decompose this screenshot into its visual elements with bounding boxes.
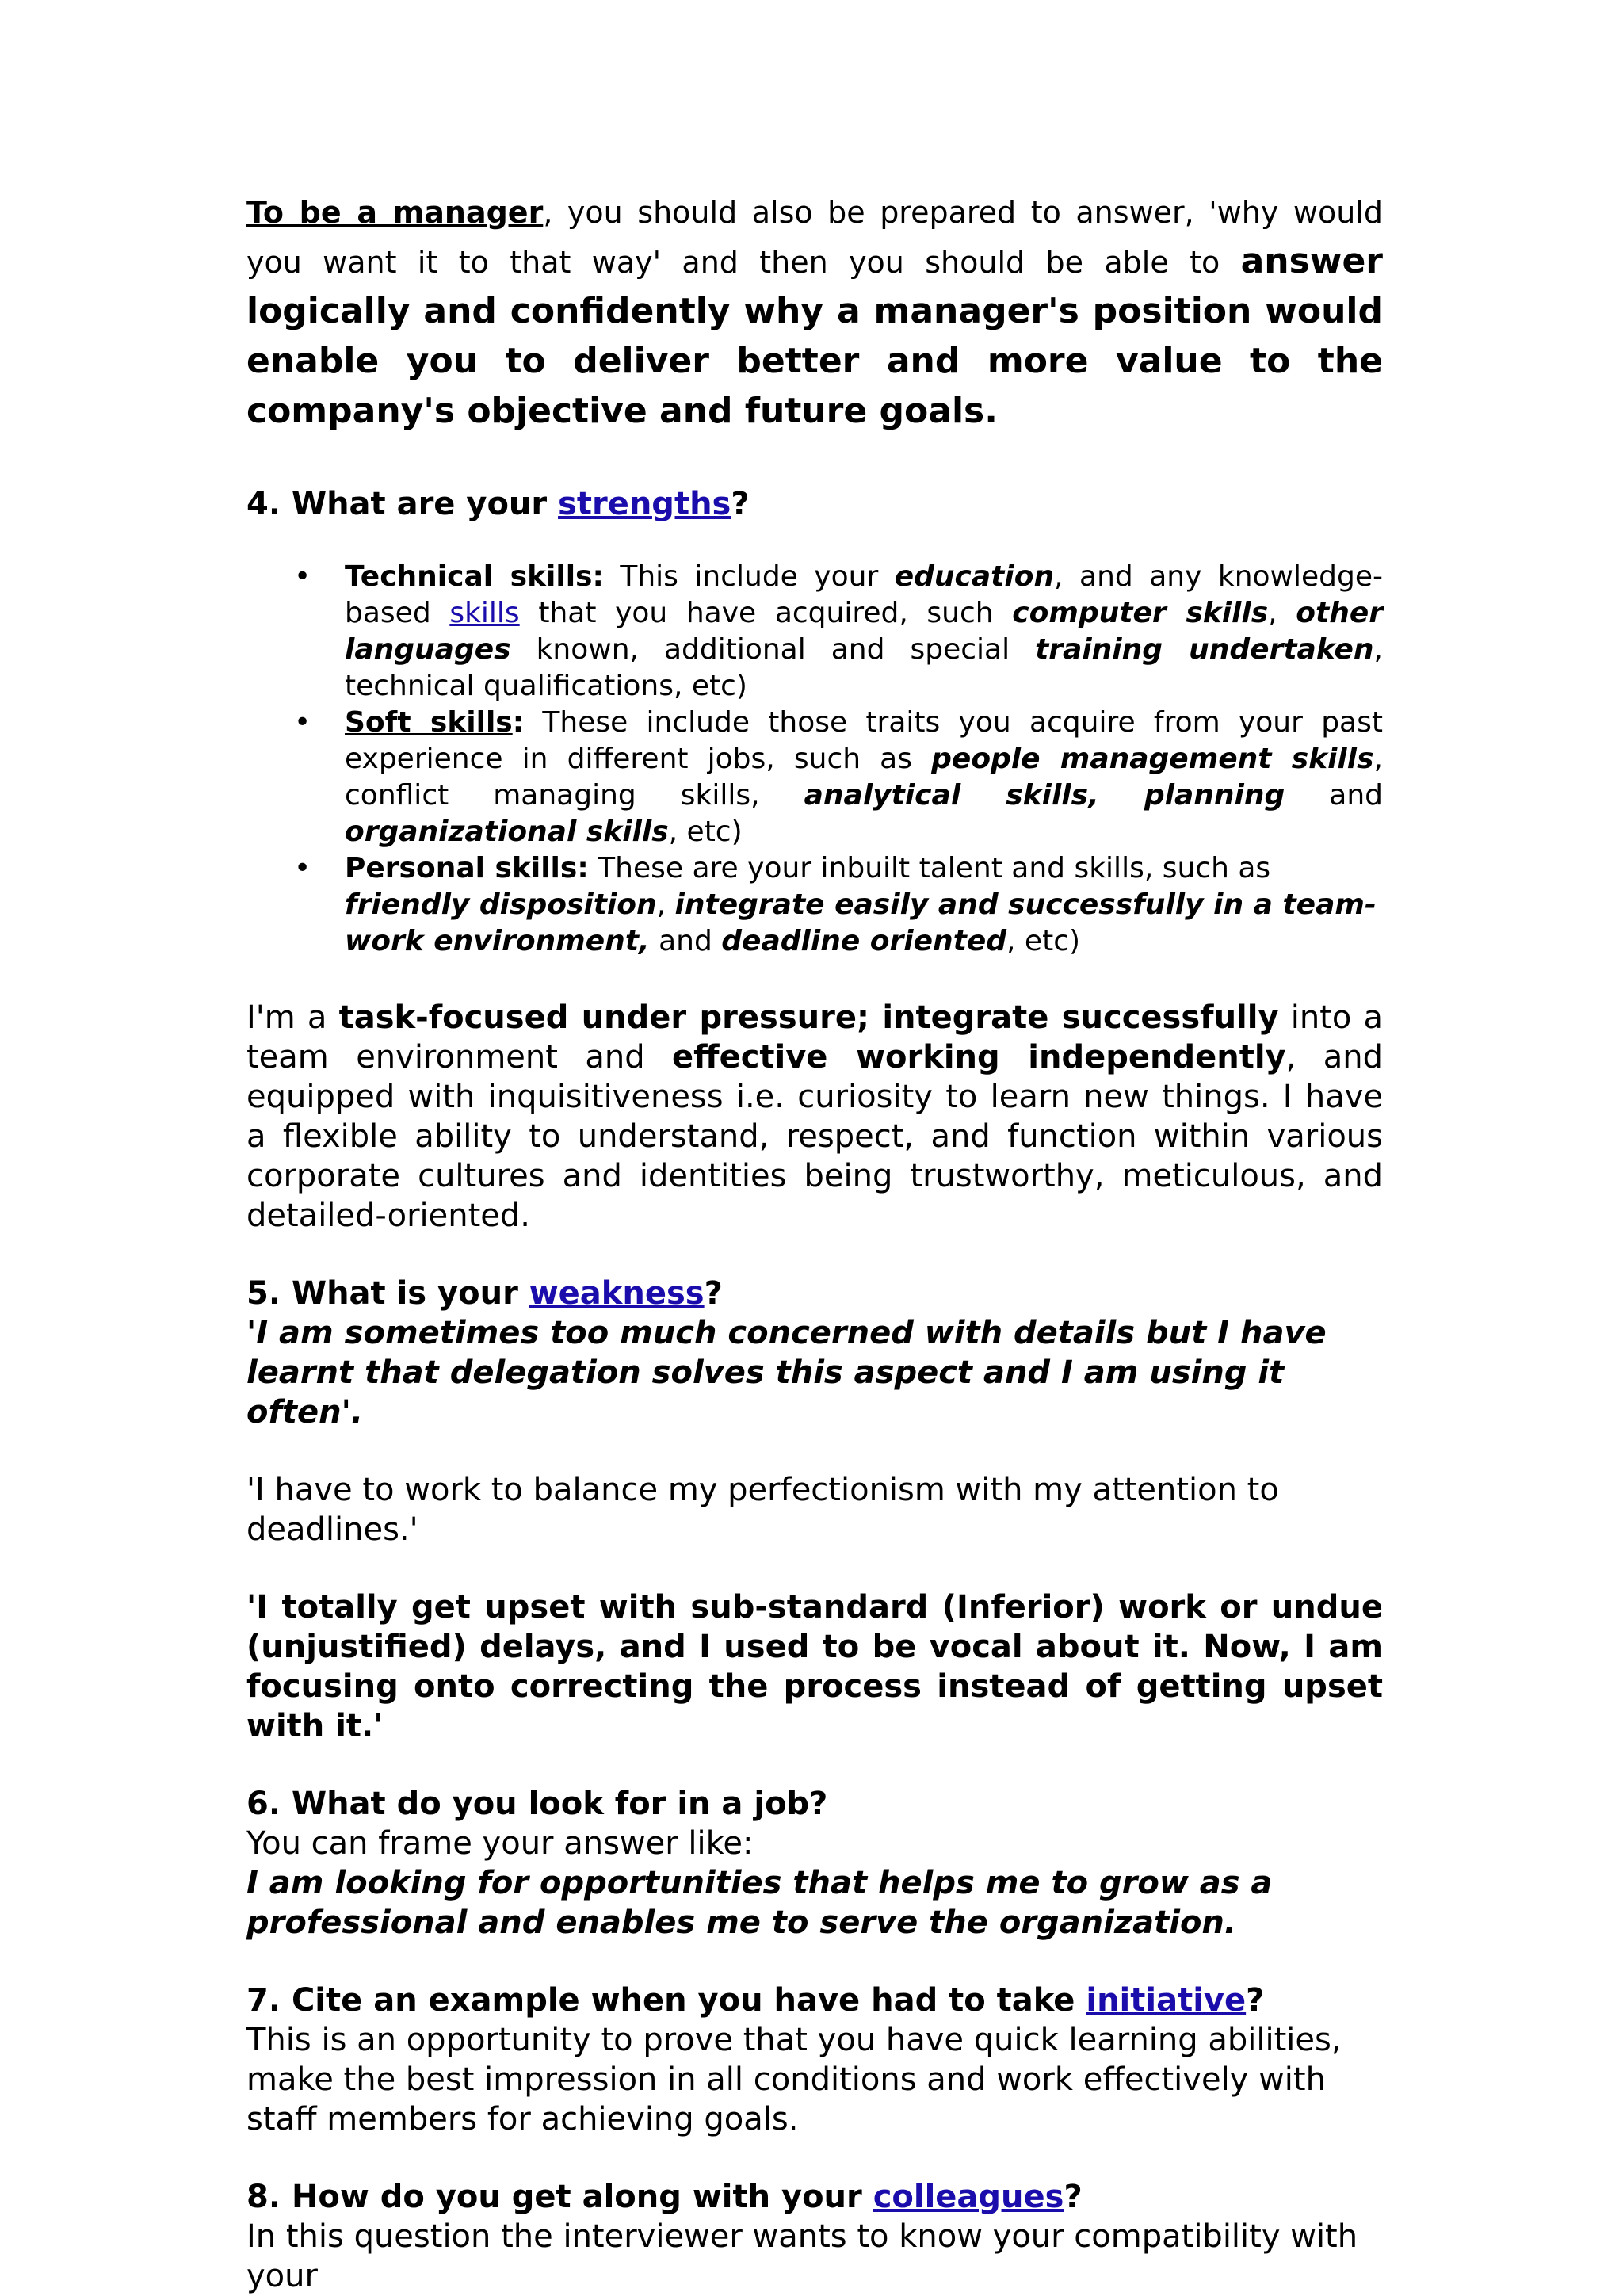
weakness-quote-3: 'I totally get upset with sub-standard (Inferior) work or undue (unjustified) delays, and I used to be vocal about it. Now, I am focusing onto correcting the process instead of getting upset with it.' (246, 1589, 1383, 1744)
question-7-text: This is an opportunity to prove that you have quick learning abilities, make the best impression in all conditions and work effectively with staff members for achieving goals. (246, 2022, 1342, 2137)
question-4-heading: 4. What are your strengths? (246, 486, 750, 522)
question-6-line: You can frame your answer like: (246, 1825, 754, 1862)
list-item-soft-skills: • Soft skills: These include those traits you acquire from your past experience in different jobs, such as people management skills, conflict managing skills, analytical skills, planning and organizational skills, etc) (294, 706, 1384, 848)
question-6-answer: I am looking for opportunities that helps me to grow as a professional and enables me to serve the organization. (246, 1865, 1273, 1941)
bullet-icon: • (294, 852, 311, 884)
skills-link[interactable]: skills (449, 597, 520, 629)
weakness-quote-2: 'I have to work to balance my perfectionism with my attention to deadlines.' (246, 1472, 1279, 1548)
strengths-paragraph: I'm a task-focused under pressure; integrate successfully into a team environment and effective working independently, and equipped with inquisitiveness i.e. curiosity to learn new things. I have a flexible ability to understand, respect, and function within various corporate cultures and identities being trustworthy, meticulous, and detailed-oriented. (246, 999, 1383, 1234)
question-8-heading: 8. How do you get along with your colleagues? (246, 2179, 1083, 2215)
bullet-icon: • (294, 560, 311, 593)
list-item-technical-skills: • Technical skills: This include your education, and any knowledge-based skills that you have acquired, such computer skills, other languages known, additional and special training undertaken, technical qualifications, etc) (294, 560, 1383, 702)
manager-lead: To be a manager (246, 195, 544, 230)
strengths-list (246, 559, 1383, 960)
question-7-heading: 7. Cite an example when you have had to take initiative? (246, 1982, 1265, 2019)
bullet-icon: • (294, 706, 311, 739)
strengths-link[interactable]: strengths (558, 486, 731, 522)
weakness-quote-1: 'I am sometimes too much concerned with details but I have learnt that delegation solves this aspect and I am using it often'. (246, 1315, 1327, 1431)
colleagues-link[interactable]: colleagues (873, 2179, 1064, 2215)
document-body (246, 189, 1383, 2296)
list-item-personal-skills: • Personal skills: These are your inbuilt talent and skills, such as friendly disposition, integrate easily and successfully in a team-work environment, and deadline oriented, etc) (294, 852, 1377, 957)
initiative-link[interactable]: initiative (1086, 1982, 1247, 2019)
question-8-text: In this question the interviewer wants to know your compatibility with your (246, 2218, 1358, 2294)
question-5-heading: 5. What is your weakness? (246, 1275, 723, 1312)
question-6-heading: 6. What do you look for in a job? (246, 1786, 828, 1822)
manager-paragraph: To be a manager, you should also be prepared to answer, 'why would you want it to that way' and then you should be able to answer logically and confidently why a manager's position would enable you to deliver better and more value to the company's objective and future goals. (246, 195, 1383, 431)
weakness-link[interactable]: weakness (529, 1275, 705, 1312)
